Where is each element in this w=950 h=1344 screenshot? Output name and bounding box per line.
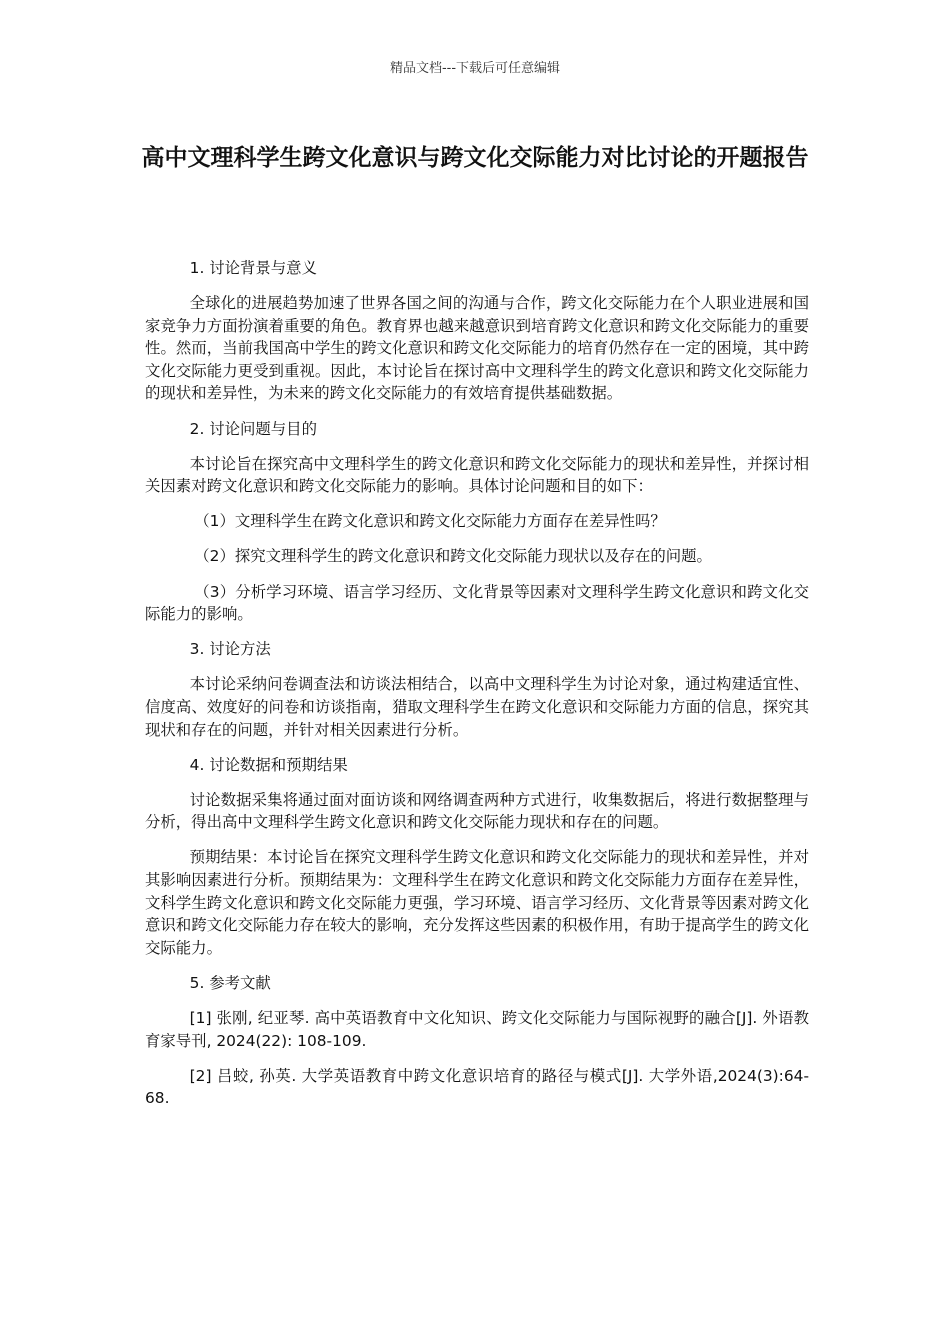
section-heading-references: 5. 参考文献 [189,973,271,992]
document-title: 高中文理科学生跨文化意识与跨文化交际能力对比讨论的开题报告 [141,145,809,171]
header-note: 精品文档---下载后可任意编辑 [389,61,561,76]
section-heading-methods: 3. 讨论方法 [189,640,271,659]
question-item-3: （3）分析学习环境、语言学习经历、文化背景等因素对文理科学生跨文化意识和跨文化交际能力的影响。 [145,582,809,624]
paragraph-methods: 本讨论采纳问卷调查法和访谈法相结合，以高中文理科学生为讨论对象，通过构建适宜性、信度高、效度好的问卷和访谈指南，猎取文理科学生在跨文化意识和交际能力方面的信息，探究其现状和存在的问题，并针对相关因素进行分析。 [145,675,809,739]
paragraph-questions: 本讨论旨在探究高中文理科学生的跨文化意识和跨文化交际能力的现状和差异性，并探讨相关因素对跨文化意识和跨文化交际能力的影响。具体讨论问题和目的如下： [145,454,809,496]
paragraph-expected-results: 预期结果：本讨论旨在探究文理科学生跨文化意识和跨文化交际能力的现状和差异性，并对其影响因素进行分析。预期结果为：文理科学生在跨文化意识和跨文化交际能力方面存在差异性，文科学生跨文化意识和跨文化交际能力更强，学习环境、语言学习经历、文化背景等因素对跨文化意识和跨文化交际能力存在较大的影响，充分发挥这些因素的积极作用，有助于提高学生的跨文化交际能力。 [145,848,809,957]
question-item-1: （1）文理科学生在跨文化意识和跨文化交际能力方面存在差异性吗？ [194,512,666,531]
paragraph-data-collection: 讨论数据采集将通过面对面访谈和网络调查两种方式进行，收集数据后，将进行数据整理与分析，得出高中文理科学生跨文化意识和跨文化交际能力现状和存在的问题。 [145,790,809,832]
reference-item-2: [2] 吕蛟, 孙英. 大学英语教育中跨文化意识培育的路径与模式[J]. 大学外语,2024(3):64-68. [145,1066,809,1108]
section-heading-data-results: 4. 讨论数据和预期结果 [189,755,348,774]
section-heading-questions: 2. 讨论问题与目的 [189,419,317,438]
question-item-2: （2）探究文理科学生的跨文化意识和跨文化交际能力现状以及存在的问题。 [194,547,712,566]
document-body [145,257,809,1122]
reference-item-1: [1] 张刚, 纪亚琴. 高中英语教育中文化知识、跨文化交际能力与国际视野的融合[J]. 外语教育家导刊, 2024(22): 108-109. [145,1008,809,1050]
section-heading-background: 1. 讨论背景与意义 [189,259,317,277]
paragraph-background: 全球化的进展趋势加速了世界各国之间的沟通与合作，跨文化交际能力在个人职业进展和国家竞争力方面扮演着重要的角色。教育界也越来越意识到培育跨文化意识和跨文化交际能力的重要性。然而，当前我国高中学生的跨文化意识和跨文化交际能力的培育仍然存在一定的困境，其中跨文化交际能力更受到重视。因此，本讨论旨在探讨高中文理科学生的跨文化意识和跨文化交际能力的现状和差异性，为未来的跨文化交际能力的有效培育提供基础数据。 [145,294,809,403]
